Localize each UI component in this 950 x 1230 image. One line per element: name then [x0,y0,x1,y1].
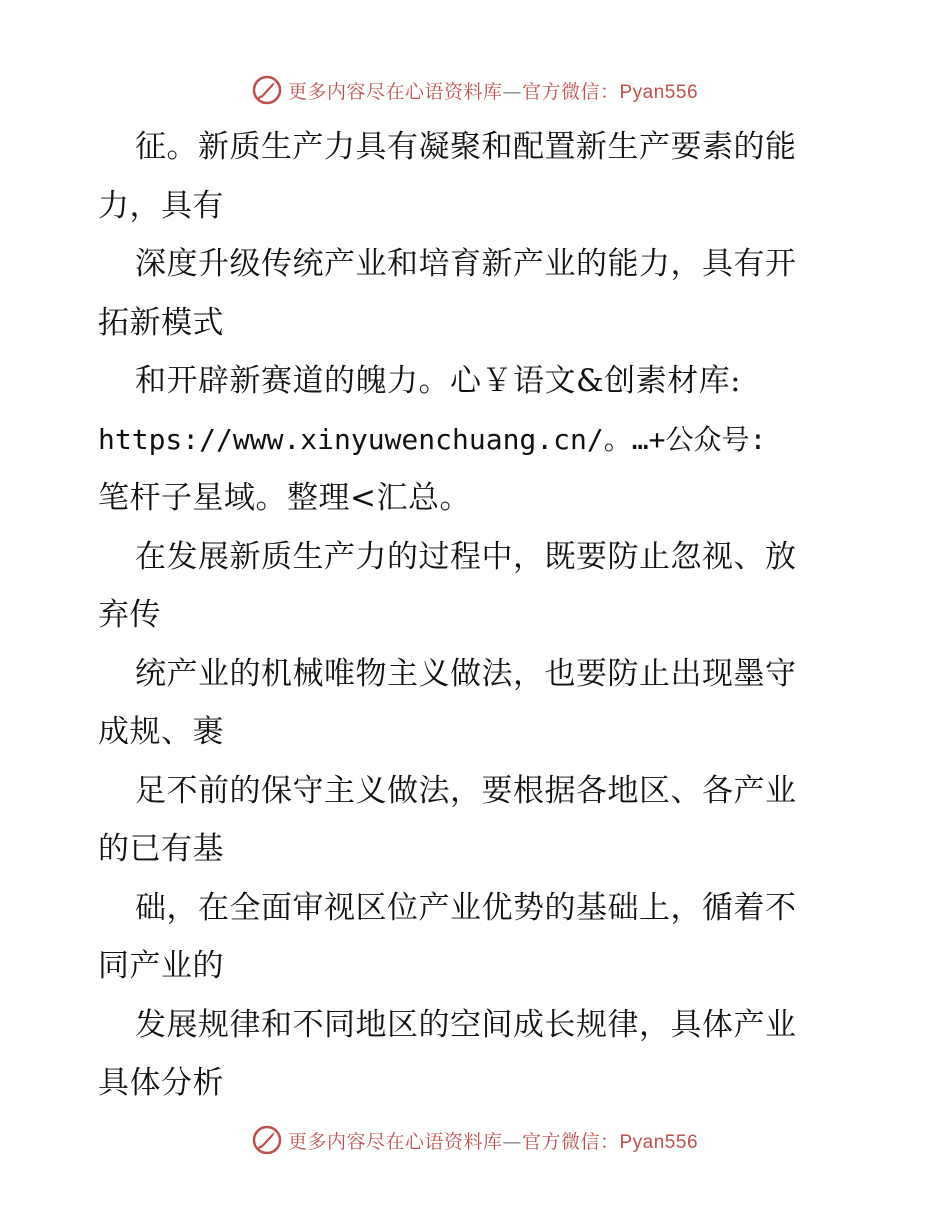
footer-watermark [0,1120,950,1160]
text-line: 拓新模式 [98,304,224,341]
text-line: 笔杆子星域。整理<汇总。 [98,480,471,516]
text-line: 础，在全面审视区位产业优势的基础上，循着不 [135,889,797,926]
text-line: 发展规律和不同地区的空间成长规律，具体产业 [135,1006,797,1043]
text-line-url: https://www.xinyuwenchuang.cn/。…+公众号: [98,422,767,456]
text-line: 成规、裹 [98,714,224,750]
quill-logo-icon [252,1125,282,1155]
text-line: 深度升级传统产业和培育新产业的能力，具有开 [135,246,797,282]
text-line: 足不前的保守主义做法，要根据各地区、各产业 [135,772,797,809]
text-line: 在发展新质生产力的过程中，既要防止忽视、放 [135,538,797,575]
watermark-text: 更多内容尽在心语资料库—官方微信：Pyan556 [287,80,699,103]
text-line: 征。新质生产力具有凝聚和配置新生产要素的能 [135,129,797,165]
text-line: 同产业的 [98,948,224,984]
quill-logo-icon [252,75,282,105]
text-line: 的已有基 [98,831,224,867]
text-line: 弃传 [98,597,161,633]
header-watermark [0,70,950,110]
text-line: 力，具有 [98,187,224,224]
text-line: 具体分析 [98,1065,224,1101]
watermark-text: 更多内容尽在心语资料库—官方微信：Pyan556 [287,1130,699,1153]
text-line: 和开辟新赛道的魄力。心￥语文&创素材库: [135,363,742,399]
text-line: 统产业的机械唯物主义做法，也要防止出现墨守 [135,655,797,692]
document-body [98,118,858,1113]
